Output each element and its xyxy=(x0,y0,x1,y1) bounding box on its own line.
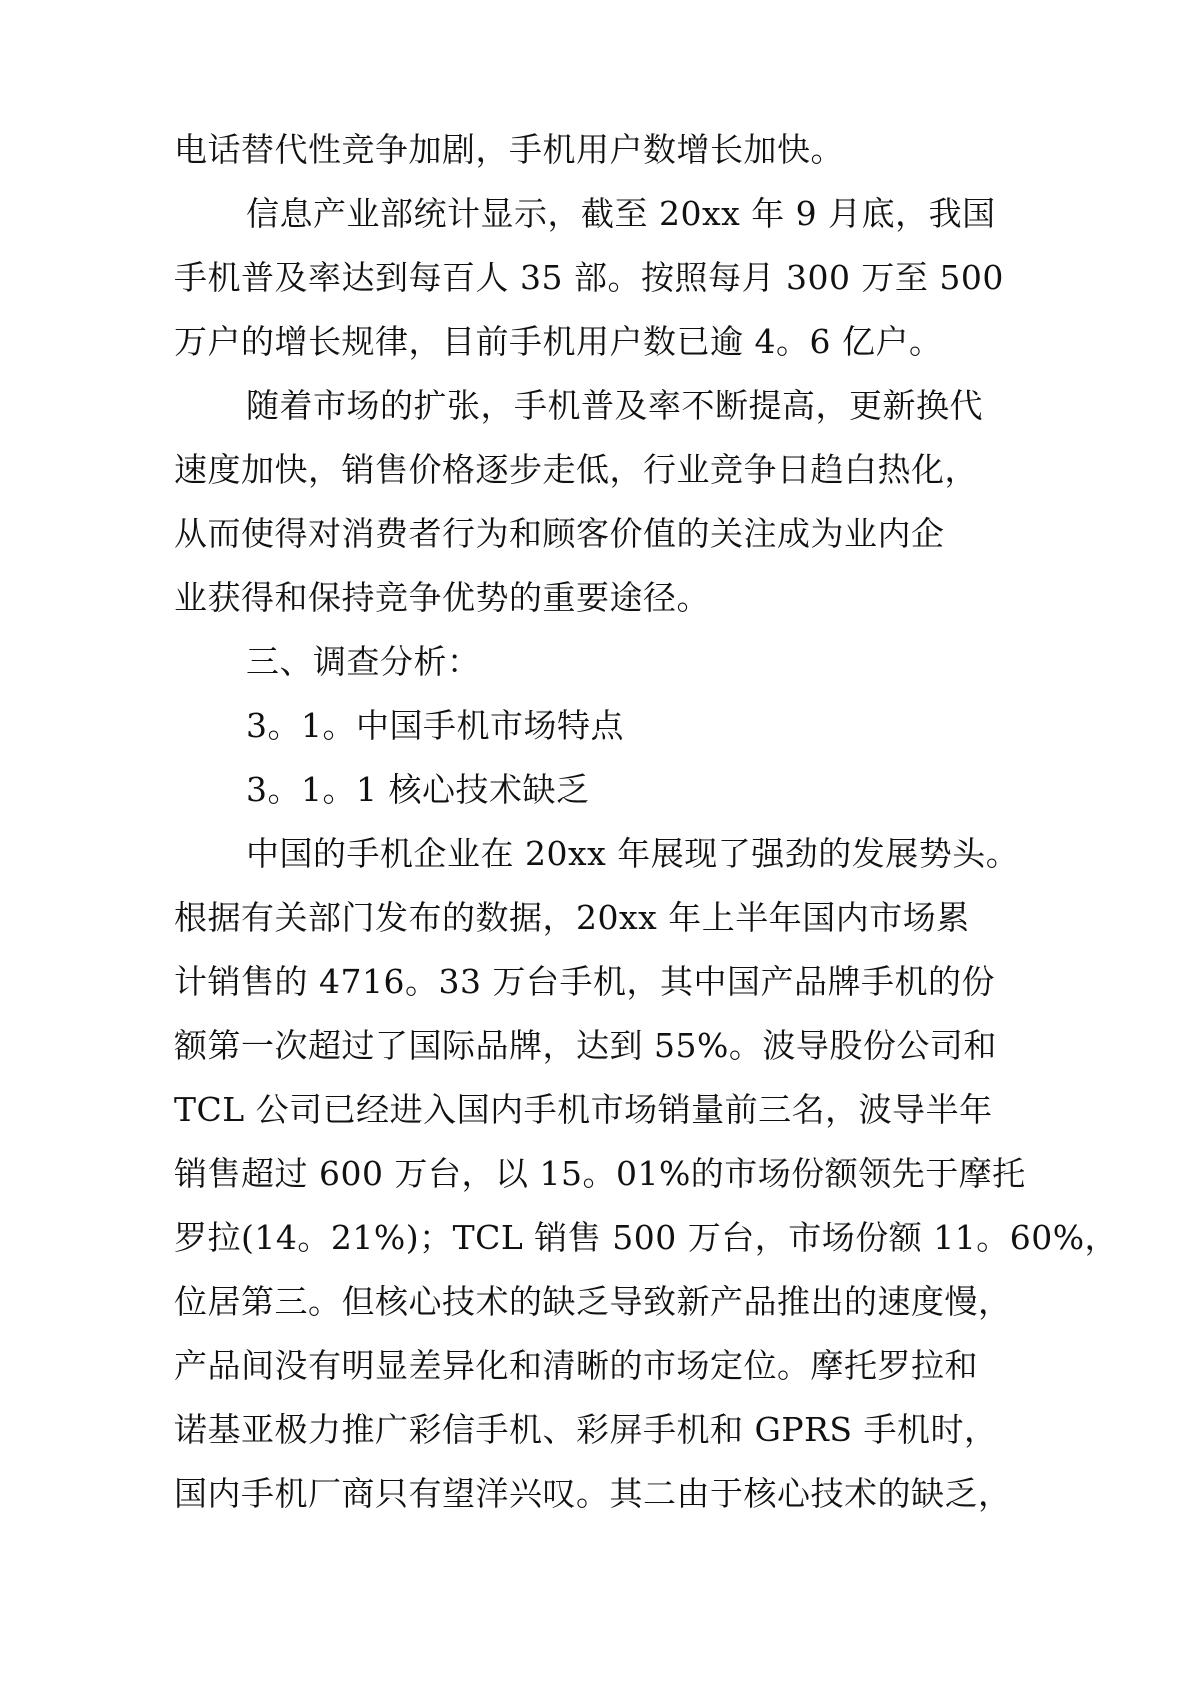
section-heading: 三、调查分析： xyxy=(246,642,481,681)
text-line: 国内手机厂商只有望洋兴叹。其二由于核心技术的缺乏， xyxy=(174,1474,1012,1513)
text-line: 根据有关部门发布的数据，20xx 年上半年国内市场累 xyxy=(174,898,970,937)
text-line: 额第一次超过了国际品牌，达到 55%。波导股份公司和 xyxy=(174,1026,997,1065)
text-line: 计销售的 4716。33 万台手机，其中国产品牌手机的份 xyxy=(174,962,995,1001)
text-line: 业获得和保持竞争优势的重要途径。 xyxy=(174,578,710,617)
document-page xyxy=(174,118,1119,1526)
text-line: 罗拉(14。21%)；TCL 销售 500 万台，市场份额 11。60%， xyxy=(174,1218,1119,1257)
text-line: 速度加快，销售价格逐步走低，行业竞争日趋白热化， xyxy=(174,450,978,489)
text-line: 从而使得对消费者行为和顾客价值的关注成为业内企 xyxy=(174,514,945,553)
text-line: 电话替代性竞争加剧，手机用户数增长加快。 xyxy=(174,130,844,169)
text-line: 位居第三。但核心技术的缺乏导致新产品推出的速度慢， xyxy=(174,1282,1012,1321)
text-line: TCL 公司已经进入国内手机市场销量前三名，波导半年 xyxy=(174,1090,993,1129)
text-line: 手机普及率达到每百人 35 部。按照每月 300 万至 500 xyxy=(174,258,1004,297)
subsection-heading: 3。1。中国手机市场特点 xyxy=(246,706,624,745)
text-line: 信息产业部统计显示，截至 20xx 年 9 月底，我国 xyxy=(246,194,996,233)
text-line: 万户的增长规律，目前手机用户数已逾 4。6 亿户。 xyxy=(174,322,943,361)
text-line: 随着市场的扩张，手机普及率不断提高，更新换代 xyxy=(246,386,983,425)
text-line: 诺基亚极力推广彩信手机、彩屏手机和 GPRS 手机时， xyxy=(174,1410,998,1449)
text-line: 销售超过 600 万台，以 15。01%的市场份额领先于摩托 xyxy=(174,1154,1026,1193)
text-line: 中国的手机企业在 20xx 年展现了强劲的发展势头。 xyxy=(246,834,1020,873)
subsection-heading: 3。1。1 核心技术缺乏 xyxy=(246,770,590,809)
text-line: 产品间没有明显差异化和清晰的市场定位。摩托罗拉和 xyxy=(174,1346,978,1385)
